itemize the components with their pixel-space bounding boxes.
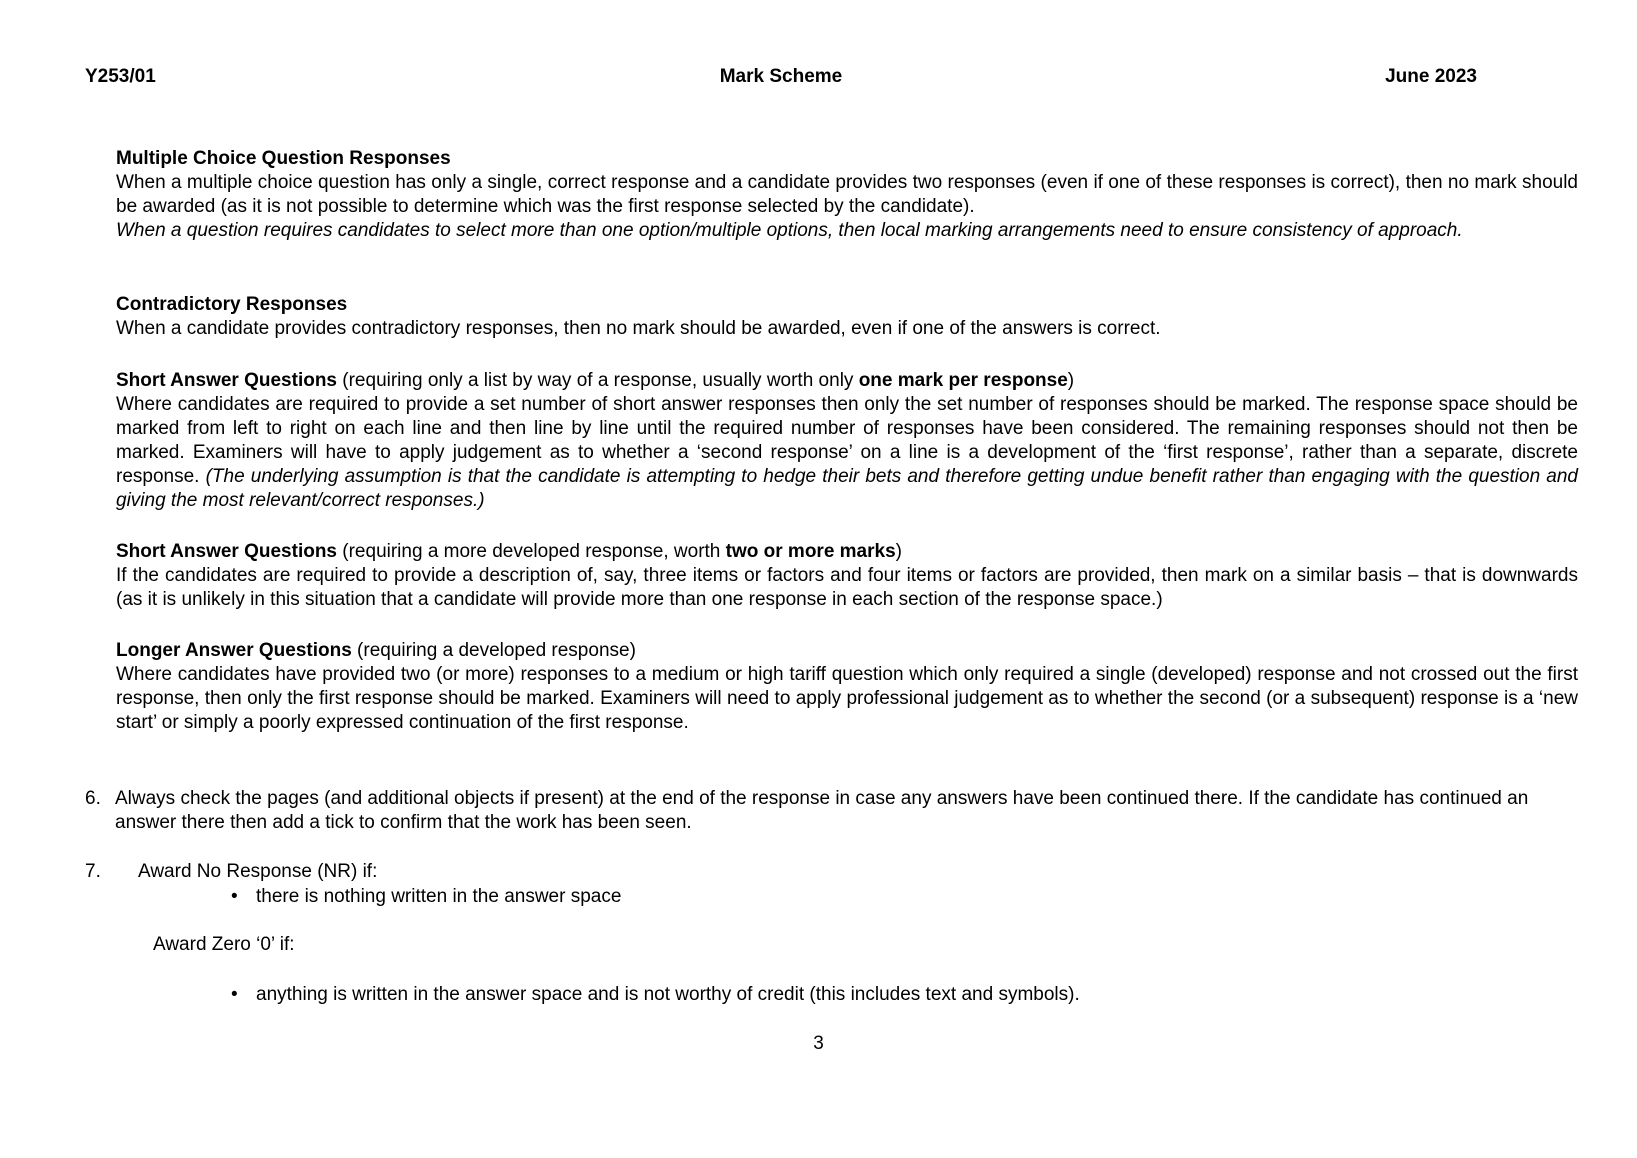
list-item-6 [85, 787, 1578, 835]
bullet-marker: • [231, 984, 238, 1005]
section-paragraph: If the candidates are required to provide a description of, say, three items or factors and four items or factors are provided, then mark on a similar basis – that is downwards (as it is unlikely in this situation that a candidate will provide more than one response in each section of the response space.) [116, 565, 1578, 610]
section-short-answer-list [116, 369, 1578, 513]
list-item-text: Always check the pages (and additional objects if present) at the end of the response in case any answers have been continued there. If the candidate has continued an answer there then add a tick to confirm that the work has been seen. [115, 788, 1529, 833]
section-heading: Longer Answer Questions (requiring a developed response) [116, 640, 636, 661]
bullet-marker: • [231, 886, 238, 907]
section-multiple-choice-responses [116, 147, 1578, 243]
list-item-7 [85, 860, 1578, 884]
section-heading-text: Contradictory Responses [116, 294, 348, 315]
section-heading-text: Multiple Choice Question Responses [116, 148, 451, 169]
section-heading [116, 293, 1578, 317]
section-paragraph: When a candidate provides contradictory responses, then no mark should be awarded, even if one of the answers is correct. [116, 318, 1161, 339]
section-paragraph: When a multiple choice question has only a single, correct response and a candidate provides two responses (even if one of these responses is correct), then no mark should be awarded (as it is not possible to determine which was the first response selected by the candidate). [116, 172, 1578, 217]
section-paragraph-italic: When a question requires candidates to select more than one option/multiple options, then local marking arrangements need to ensure consistency of approach. [116, 220, 1463, 241]
section-paragraph: Where candidates are required to provide a set number of short answer responses then only the set number of responses should be marked. The response space should be marked from left to right on each line and then line by line until the required number of responses have been considered. The remaining responses should not then be marked. Examiners will have to apply judgement as to whether a ‘second response’ on a line is a development of the ‘first response’, rather than a separate, discrete response. (The underlying assumption is that the candidate is attempting to hedge their bets and therefore getting undue benefit rather than engaging with the question and giving the most relevant/correct responses.) [116, 394, 1578, 511]
list-item-text: Award No Response (NR) if: [138, 861, 378, 882]
header-date: June 2023 [1385, 66, 1477, 87]
section-short-answer-developed [116, 540, 1578, 612]
section-heading [116, 147, 1578, 171]
section-heading: Short Answer Questions (requiring only a list by way of a response, usually worth only one mark per response) [116, 370, 1075, 391]
page-number: 3 [813, 1033, 824, 1054]
page-header [85, 65, 1477, 89]
header-paper-code: Y253/01 [85, 66, 156, 87]
section-paragraph: Where candidates have provided two (or more) responses to a medium or high tariff question which only required a single (developed) response and not crossed out the first response, then only the first response should be marked. Examiners will need to apply professional judgement as to whether the second (or a subsequent) response is a ‘new start’ or simply a poorly expressed continuation of the first response. [116, 664, 1578, 733]
award-zero-label: Award Zero ‘0’ if: [153, 934, 295, 955]
bullet-text: there is nothing written in the answer space [256, 886, 622, 907]
list-item-number: 7. [85, 861, 101, 882]
bullet-item-award-zero [231, 983, 1571, 1007]
bullet-text: anything is written in the answer space and is not worthy of credit (this includes text and symbols). [256, 984, 1080, 1005]
list-item-number: 6. [85, 788, 101, 809]
section-contradictory-responses [116, 293, 1578, 341]
header-title: Mark Scheme [719, 66, 843, 87]
section-heading: Short Answer Questions (requiring a more developed response, worth two or more marks) [116, 541, 902, 562]
section-longer-answer [116, 639, 1578, 735]
bullet-item-no-response [231, 885, 1571, 909]
